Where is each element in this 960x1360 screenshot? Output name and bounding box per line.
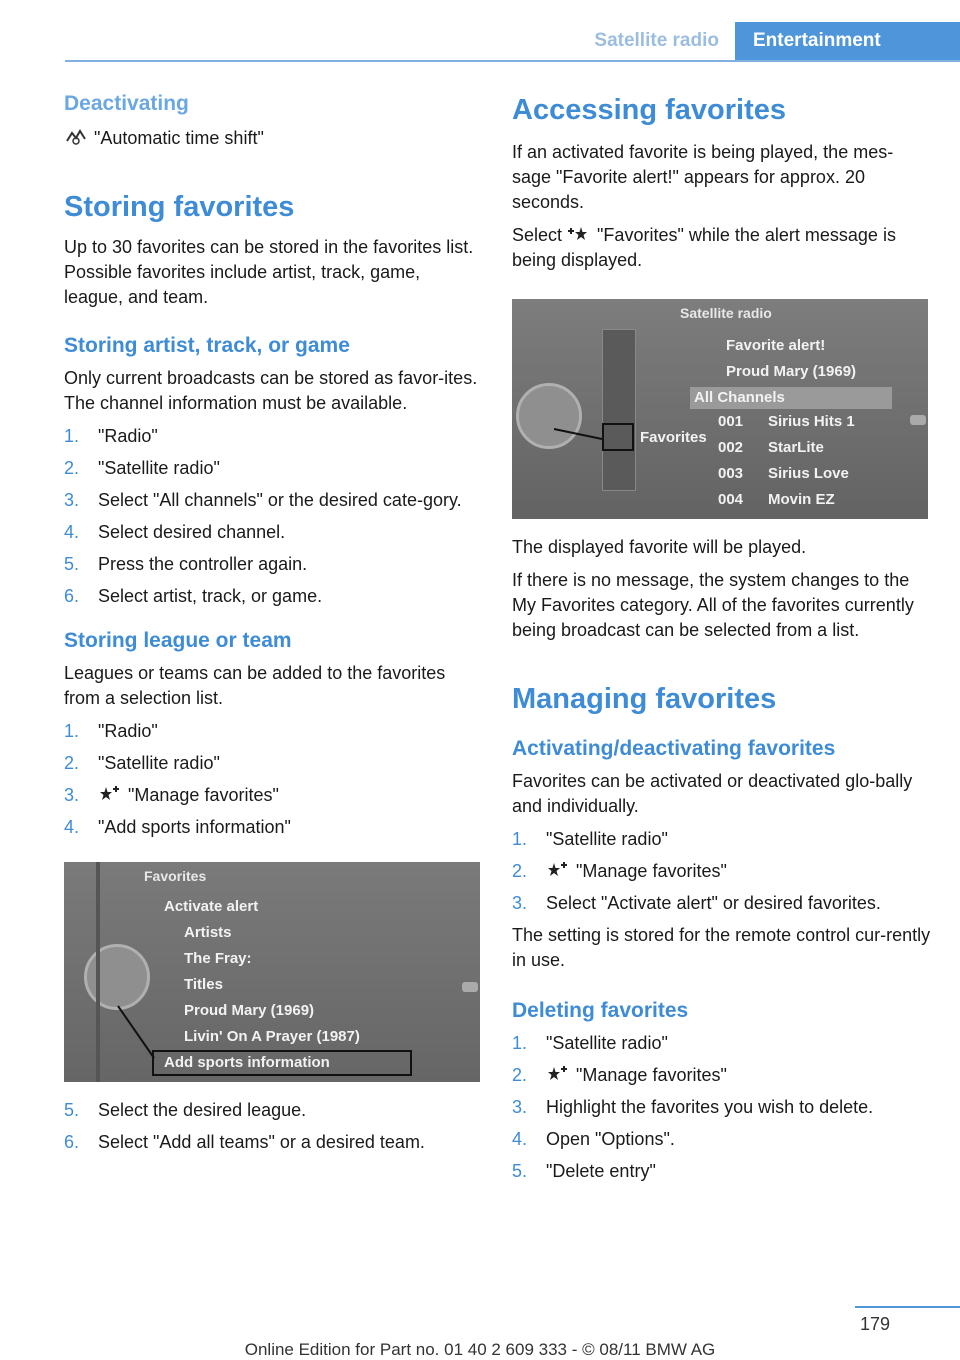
step-number: 5.	[64, 554, 80, 574]
right-column	[512, 92, 932, 1191]
callout-label: Favorites	[640, 429, 707, 446]
managing-heading: Managing favorites	[512, 683, 777, 715]
left-column	[64, 90, 482, 1162]
step-text: "Satellite radio"	[98, 458, 220, 478]
footer-edition: Online Edition for Part no. 01 40 2 609 333 - © 08/11 BMW AG	[244, 1340, 716, 1359]
header-rule	[65, 60, 960, 62]
step-number: 4.	[64, 522, 80, 542]
store-league-steps-cont	[64, 1098, 482, 1155]
accessing-no-message: If there is no message, the system changes to the My Favorites category. All of the favorites currently being broadcast can be selected from a list.	[512, 570, 914, 640]
step-text: Select desired channel.	[98, 522, 286, 542]
menu-item: Activate alert	[164, 898, 259, 915]
menu-item: Add sports information	[164, 1054, 330, 1071]
channel-name: Sirius Hits 1	[768, 413, 855, 430]
menu-button-icon	[910, 415, 926, 425]
deleting-steps	[512, 1031, 932, 1184]
storing-heading: Storing favorites	[64, 191, 295, 223]
store-league-paragraph: Leagues or teams can be added to the favorites from a selection list.	[64, 663, 446, 708]
manage-favorites-icon	[546, 860, 570, 880]
list-item	[64, 719, 482, 744]
store-league-heading: Storing league or team	[64, 629, 292, 652]
step-number: 1.	[512, 829, 528, 849]
activating-steps	[512, 827, 932, 916]
channel-name: StarLite	[768, 439, 824, 456]
step-number: 3.	[512, 1097, 528, 1117]
deactivating-heading: Deactivating	[64, 92, 189, 115]
activating-note: The setting is stored for the remote control cur-rently in use.	[512, 925, 931, 970]
step-text: Select artist, track, or game.	[98, 586, 323, 606]
step-text: Select "Activate alert" or desired favorites.	[546, 893, 881, 913]
select-rest: "Favorites" while the alert message is being displayed.	[512, 225, 896, 270]
menu-item: Proud Mary (1969)	[726, 363, 857, 380]
accessing-select-line	[512, 223, 932, 273]
step-text: "Satellite radio"	[546, 1033, 668, 1053]
step-number: 3.	[64, 490, 80, 510]
icon-strip	[602, 329, 636, 491]
step-number: 2.	[512, 1065, 528, 1085]
step-number: 2.	[512, 861, 528, 881]
step-number: 1.	[64, 721, 80, 741]
menu-item: Livin' On A Prayer (1987)	[184, 1028, 360, 1045]
menu-item: Titles	[184, 976, 223, 993]
step-number: 5.	[64, 1100, 80, 1120]
step-number: 4.	[512, 1129, 528, 1149]
menu-item: All Channels	[694, 389, 785, 406]
activating-heading: Activating/deactivating favorites	[512, 737, 836, 760]
list-item	[64, 815, 482, 840]
page-number: 179	[860, 1314, 891, 1334]
step-number: 6.	[64, 586, 80, 606]
channel-name: Movin EZ	[768, 491, 835, 508]
channel-number: 004	[718, 491, 744, 508]
list-item	[512, 1095, 932, 1120]
list-item	[512, 1159, 932, 1184]
channel-name: Sirius Love	[768, 465, 849, 482]
list-item	[64, 1130, 482, 1155]
menu-item: The Fray:	[184, 950, 252, 967]
step-number: 1.	[512, 1033, 528, 1053]
step-text: Select the desired league.	[98, 1100, 307, 1120]
manage-favorites-icon	[98, 784, 122, 804]
storing-paragraph: Up to 30 favorites can be stored in the favorites list. Possible favorites include artist, track, game, league, and team.	[64, 237, 474, 307]
list-item	[512, 827, 932, 852]
list-item	[64, 520, 482, 545]
list-item	[512, 891, 932, 916]
controller-knob-icon	[84, 944, 150, 1010]
list-item	[512, 1063, 932, 1088]
step-text: "Satellite radio"	[546, 829, 668, 849]
pointer-line	[552, 425, 604, 445]
list-item	[64, 1098, 482, 1123]
satellite-radio-screen-image	[512, 299, 928, 519]
favorites-screen-image	[64, 862, 480, 1082]
channel-number: 002	[718, 439, 744, 456]
step-text: Select "All channels" or the desired cate-gory.	[98, 490, 462, 510]
step-number: 3.	[512, 893, 528, 913]
store-artist-heading: Storing artist, track, or game	[64, 334, 350, 357]
step-text: "Radio"	[98, 721, 158, 741]
list-item	[64, 424, 482, 449]
manage-favorites-icon	[546, 1064, 570, 1084]
screen-title: Favorites	[144, 868, 207, 884]
step-text: Open "Options".	[546, 1129, 675, 1149]
activating-paragraph: Favorites can be activated or deactivated glo-bally and individually.	[512, 771, 913, 816]
accessing-paragraph: If an activated favorite is being played, the mes-sage "Favorite alert!" appears for approx. 20 seconds.	[512, 142, 894, 212]
step-text: "Radio"	[98, 426, 158, 446]
time-shift-icon	[64, 127, 88, 147]
step-text: Highlight the favorites you wish to delete.	[546, 1097, 874, 1117]
step-number: 6.	[64, 1132, 80, 1152]
store-artist-steps	[64, 424, 482, 609]
select-word: Select	[512, 225, 563, 245]
store-league-steps	[64, 719, 482, 840]
callout-box	[602, 423, 634, 451]
channel-number: 001	[718, 413, 744, 430]
menu-item: Favorite alert!	[726, 337, 826, 354]
deleting-heading: Deleting favorites	[512, 999, 689, 1022]
list-item	[64, 584, 482, 609]
step-text: "Delete entry"	[546, 1161, 656, 1181]
step-number: 5.	[512, 1161, 528, 1181]
step-text: Select "Add all teams" or a desired team.	[98, 1132, 425, 1152]
list-item	[64, 488, 482, 513]
store-artist-paragraph: Only current broadcasts can be stored as favor-ites. The channel information must be available.	[64, 368, 478, 413]
step-number: 4.	[64, 817, 80, 837]
deactivating-line	[64, 126, 482, 151]
menu-item: Artists	[184, 924, 232, 941]
step-text: "Manage favorites"	[576, 861, 727, 881]
step-text: Press the controller again.	[98, 554, 308, 574]
footer-rule	[855, 1306, 960, 1308]
menu-button-icon	[462, 982, 478, 992]
step-number: 2.	[64, 458, 80, 478]
deactivating-text: "Automatic time shift"	[94, 128, 264, 148]
step-text: "Manage favorites"	[576, 1065, 727, 1085]
list-item	[64, 751, 482, 776]
list-item	[64, 552, 482, 577]
step-number: 3.	[64, 785, 80, 805]
list-item	[64, 783, 482, 808]
accessing-heading: Accessing favorites	[512, 94, 787, 126]
list-item	[512, 1127, 932, 1152]
list-item	[64, 456, 482, 481]
chapter-tab: Entertainment	[735, 22, 960, 60]
step-text: "Satellite radio"	[98, 753, 220, 773]
accessing-result: The displayed favorite will be played.	[512, 537, 807, 557]
step-text: "Manage favorites"	[128, 785, 279, 805]
screen-title: Satellite radio	[680, 305, 772, 321]
pointer-line	[114, 1002, 164, 1062]
step-number: 2.	[64, 753, 80, 773]
menu-item: Proud Mary (1969)	[184, 1002, 315, 1019]
step-number: 1.	[64, 426, 80, 446]
list-item	[512, 859, 932, 884]
section-tab: Satellite radio	[594, 30, 719, 51]
step-text: "Add sports information"	[98, 817, 291, 837]
channel-number: 003	[718, 465, 744, 482]
list-item	[512, 1031, 932, 1056]
favorites-star-icon	[567, 224, 591, 244]
